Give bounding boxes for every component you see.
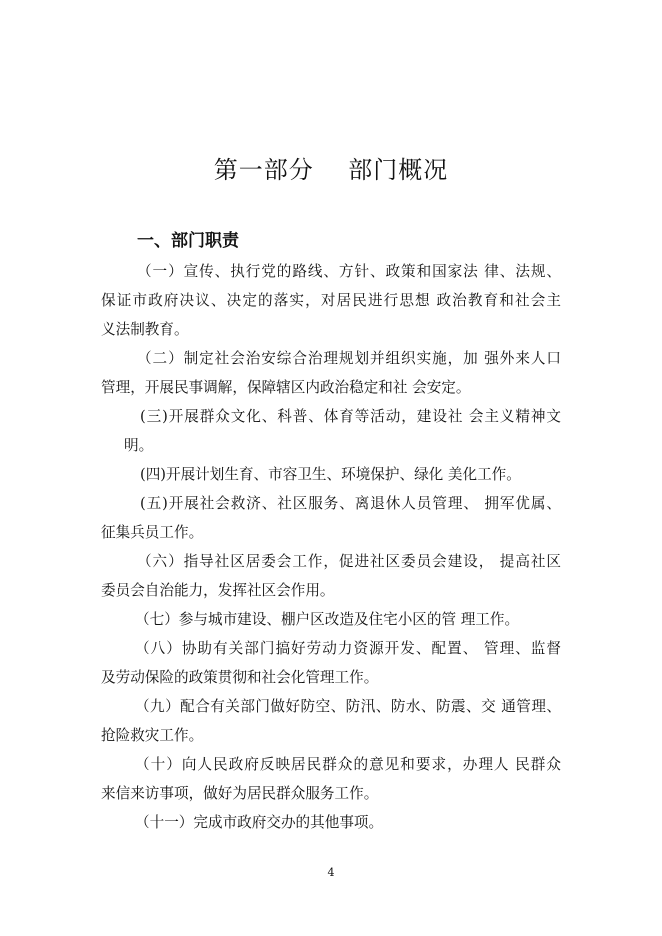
text-line: 保证市政府决议、决定的落实，对居民进行思想 政治教育和社会主 bbox=[101, 292, 561, 309]
text-line: (三)开展群众文化、科普、体育等活动，建设社 会主义精神文 bbox=[140, 408, 561, 425]
page-number: 4 bbox=[327, 866, 335, 879]
text-line: 抢险救灾工作。 bbox=[101, 727, 204, 744]
text-line: （二）制定社会治安综合治理规划并组织实施，加 强外来人口 bbox=[137, 350, 561, 367]
text-line: 义法制教育。 bbox=[101, 321, 189, 338]
page-title: 第一部分 部门概况 bbox=[213, 156, 449, 184]
text-line: 委员会自治能力，发挥社区会作用。 bbox=[101, 582, 335, 599]
text-line: （十）向人民政府反映居民群众的意见和要求，办理人 民群众 bbox=[135, 756, 561, 773]
text-line: （八）协助有关部门搞好劳动力资源开发、配置、 管理、监督 bbox=[135, 640, 561, 657]
text-line: 明。 bbox=[124, 437, 154, 454]
text-line: 征集兵员工作。 bbox=[101, 524, 204, 541]
text-line: （十一）完成市政府交办的其他事项。 bbox=[135, 814, 384, 831]
text-line: （九）配合有关部门做好防空、防汛、防水、防震、交 通管理、 bbox=[135, 698, 561, 715]
text-line: （一）宣传、执行党的路线、方针、政策和国家法 律、法规、 bbox=[137, 263, 561, 280]
text-line: 及劳动保险的政策贯彻和社会化管理工作。 bbox=[101, 669, 379, 686]
text-line: （七）参与城市建设、棚户区改造及住宅小区的管 理工作。 bbox=[135, 611, 520, 628]
text-line: (五)开展社会救济、社区服务、离退休人员管理、 拥军优属、 bbox=[140, 495, 561, 512]
section-heading: 一、部门职责 bbox=[137, 231, 239, 251]
text-line: 来信来访事项，做好为居民群众服务工作。 bbox=[101, 785, 379, 802]
text-line: (四)开展计划生育、市容卫生、环境保护、绿化 美化工作。 bbox=[140, 466, 521, 483]
duties-body bbox=[101, 257, 561, 837]
text-line: 管理，开展民事调解，保障辖区内政治稳定和社 会安定。 bbox=[101, 379, 471, 396]
text-line: （六）指导社区居委会工作，促进社区委员会建设， 提高社区 bbox=[137, 553, 561, 570]
